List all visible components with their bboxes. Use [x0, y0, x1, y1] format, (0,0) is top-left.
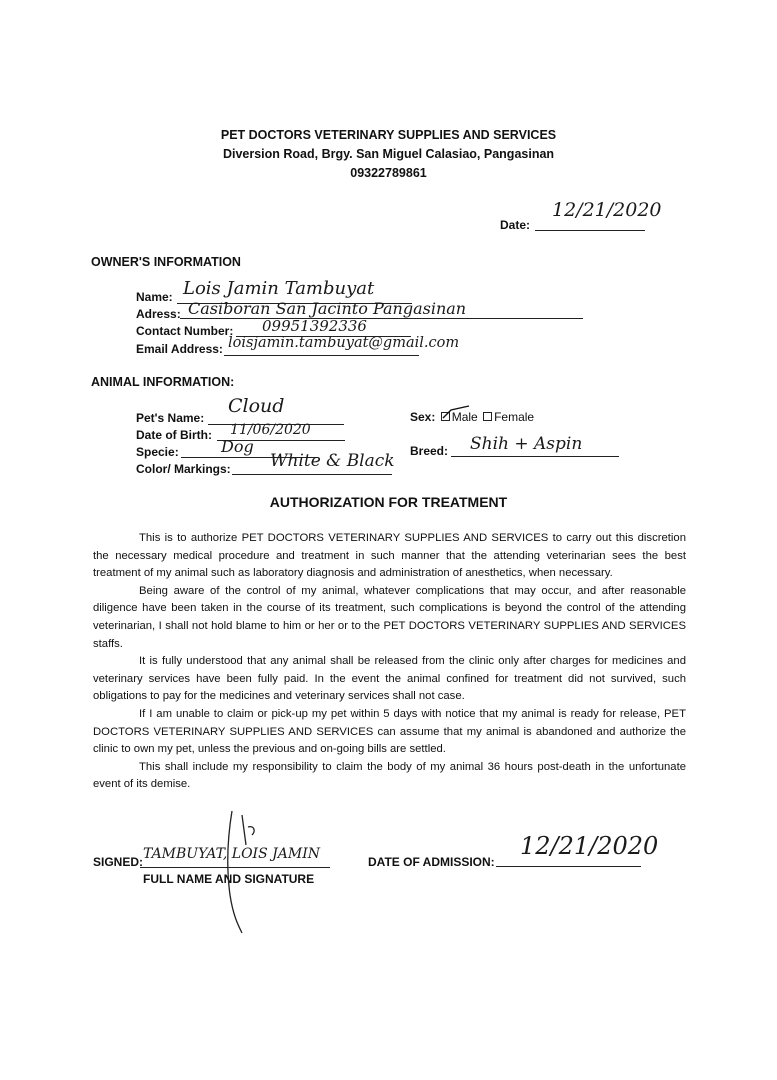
female-checkbox[interactable] [483, 412, 492, 421]
admission-label: DATE OF ADMISSION: [368, 855, 495, 869]
signed-label: SIGNED: [93, 855, 144, 869]
clinic-phone: 09322789861 [350, 166, 427, 180]
female-option-label: Female [494, 410, 535, 424]
dob-value: 11/06/2020 [230, 422, 311, 438]
dob-label: Date of Birth: [136, 428, 212, 442]
owner-address-value: Casiboran San Jacinto Pangasinan [188, 299, 467, 318]
date-line [535, 230, 645, 231]
species-value: Dog [221, 437, 254, 456]
male-check-mark [439, 402, 479, 424]
owner-email-value: loisjamin.tambuyat@gmail.com [228, 335, 460, 351]
authorization-paragraph: This shall include my responsibility to claim the body of my animal 36 hours post-death in the unfortunate event of its demise. [93, 760, 686, 791]
owner-email-line [224, 355, 419, 356]
authorization-title: AUTHORIZATION FOR TREATMENT [269, 494, 508, 510]
signature-caption: FULL NAME AND SIGNATURE [143, 872, 315, 886]
species-label: Specie: [136, 445, 179, 459]
authorization-paragraph: It is fully understood that any animal shall be released from the clinic only after charges for medicines and veterinary services have been fully paid. In the event the animal confined for treatment did not survived, such obligations to pay for the medicines and veterinary services shall not case. [93, 655, 686, 703]
color-label: Color/ Markings: [136, 462, 231, 476]
owner-address-label: Adress: [136, 307, 181, 321]
clinic-name: PET DOCTORS VETERINARY SUPPLIES AND SERVICES [220, 128, 557, 142]
authorization-paragraph: This is to authorize PET DOCTORS VETERINARY SUPPLIES AND SERVICES to carry out this discretion the necessary medical procedure and treatment in such manner that the attending veterinarian sees the best treatment of my animal such as laboratory diagnosis and administration of anesthetics, when necessary. [93, 532, 686, 580]
signature-scribble [210, 805, 270, 940]
color-line [232, 474, 392, 475]
owner-contact-label: Contact Number: [136, 324, 234, 338]
owner-address-line [180, 318, 583, 319]
date-value: 12/21/2020 [552, 199, 662, 221]
authorization-body [93, 530, 686, 794]
owner-email-label: Email Address: [136, 342, 223, 356]
authorization-paragraph: Being aware of the control of my animal, whatever complications that may occur, and after reasonable diligence have been taken in the course of its treatment, such complications is beyond the control of the attending veterinarian, I shall not hold blame to him or her or to the PET DOCTORS VETERINARY SUPPLIES AND SERVICES staffs. [93, 584, 686, 650]
breed-label: Breed: [410, 444, 449, 458]
pet-name-label: Pet's Name: [136, 411, 205, 425]
owner-contact-value: 09951392336 [262, 317, 367, 335]
admission-value: 12/21/2020 [520, 832, 659, 860]
breed-value: Shih + Aspin [470, 434, 583, 454]
owner-name-value: Lois Jamin Tambuyat [183, 278, 375, 299]
owner-name-label: Name: [136, 290, 173, 304]
owner-section-title: OWNER'S INFORMATION [91, 255, 241, 269]
sex-label: Sex: [410, 410, 436, 424]
authorization-paragraph: If I am unable to claim or pick-up my pet within 5 days with notice that my animal is ready for release, PET DOCTORS VETERINARY SUPPLIES AND SERVICES can assume that my animal is abandoned and authorize the clinic to own my pet, unless the previous and on-going bills are settled. [93, 707, 686, 756]
breed-line [451, 456, 619, 457]
male-option-label: Male [451, 410, 478, 424]
admission-line [496, 866, 641, 867]
signed-value: TAMBUYAT, LOIS JAMIN [143, 846, 320, 862]
pet-name-value: Cloud [228, 395, 285, 417]
color-value: White & Black [270, 451, 395, 471]
animal-section-title: ANIMAL INFORMATION: [91, 375, 235, 389]
date-label: Date: [500, 218, 531, 232]
clinic-address: Diversion Road, Brgy. San Miguel Calasiao, Pangasinan [222, 147, 555, 161]
